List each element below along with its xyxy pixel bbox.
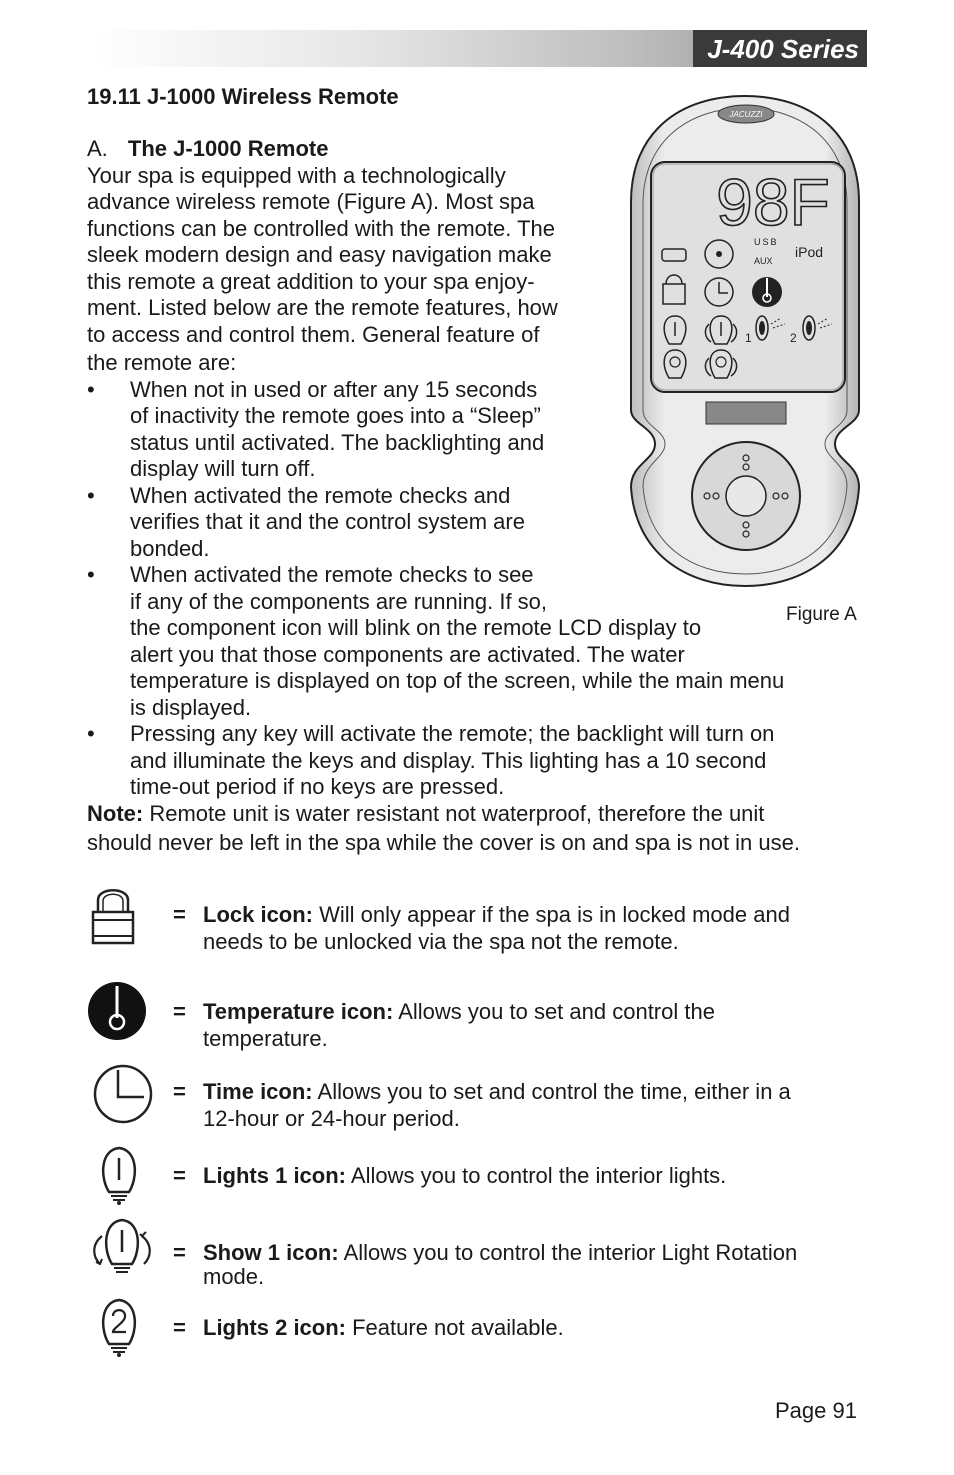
bullet-line: alert you that those components are activated. The water (130, 642, 685, 667)
bullet-line: time-out period if no keys are pressed. (130, 774, 505, 799)
menu-button[interactable] (706, 402, 786, 424)
legend-lock (173, 901, 863, 955)
temperature-icon (86, 980, 148, 1042)
equals-sign: = (173, 1240, 186, 1265)
intro-line: this remote a great addition to your spa enjoy- (87, 269, 535, 294)
legend-name: Temperature icon: (203, 999, 394, 1024)
bullet-line: if any of the components are running. If so, (130, 589, 548, 614)
subsection-letter: A. (87, 136, 108, 161)
usb-label: USB (754, 237, 779, 247)
intro-line: advance wireless remote (Figure A). Most spa (87, 189, 535, 214)
legend-lights-1 (173, 1162, 863, 1189)
legend-lights-2 (173, 1314, 863, 1341)
bullet-line: bonded. (130, 536, 210, 561)
ipod-label: iPod (795, 244, 824, 260)
bullet-symbol: • (87, 721, 95, 746)
bullet-line: verifies that it and the control system are (130, 509, 525, 534)
lightbulb-2-icon (98, 1296, 140, 1358)
bullet-line: temperature is displayed on top of the screen, while the main menu (130, 668, 785, 693)
lightbulb-1-icon (98, 1144, 140, 1206)
subsection-title: The J-1000 Remote (127, 136, 329, 161)
zone-1-label: 1 (745, 331, 752, 345)
intro-line: Your spa is equipped with a technologically (87, 163, 506, 188)
bullet-line: Pressing any key will activate the remote; the backlight will turn on (130, 721, 775, 746)
equals-sign: = (173, 1163, 186, 1188)
bullet-line: the component icon will blink on the remote LCD display to (130, 615, 702, 640)
series-title: J-400 Series (693, 30, 867, 67)
intro-line: sleek modern design and easy navigation make (87, 242, 552, 267)
figure-caption: Figure A (786, 604, 857, 625)
legend-name: Show 1 icon: (203, 1240, 339, 1265)
clock-icon (92, 1063, 154, 1125)
legend-desc: Allows you to set and control the time, either in a (312, 1079, 791, 1104)
legend-name: Time icon: (203, 1079, 313, 1104)
legend-time (173, 1078, 863, 1132)
legend-desc: Allows you to set and control the (393, 999, 715, 1024)
logo-text: JACUZZI (729, 110, 763, 119)
legend-temperature (173, 998, 863, 1052)
legend-desc: Will only appear if the spa is in locked mode and (313, 902, 790, 927)
intro-line: ment. Listed below are the remote features, how (87, 295, 558, 320)
temperature-icon-small (752, 277, 782, 307)
bullet-line: When activated the remote checks and (130, 483, 511, 508)
aux-label: AUX (754, 256, 773, 266)
note-text-2: should never be left in the spa while the cover is on and spa is not in use. (87, 830, 800, 855)
equals-sign: = (173, 1315, 186, 1340)
legend-name: Lights 1 icon: (203, 1163, 346, 1188)
bullet-line: of inactivity the remote goes into a “Sleep” (130, 403, 541, 428)
bullet-line: display will turn off. (130, 456, 316, 481)
bullet-line: When not in used or after any 15 seconds (130, 377, 538, 402)
remote-figure (625, 92, 865, 592)
legend-desc: Allows you to control the interior lights. (346, 1163, 727, 1188)
page-number: Page 91 (775, 1398, 857, 1423)
bullet-symbol: • (87, 483, 95, 508)
legend-name: Lights 2 icon: (203, 1315, 346, 1340)
legend-desc-2: needs to be unlocked via the spa not the remote. (203, 929, 679, 954)
lock-icon (90, 884, 136, 946)
subsection-heading (87, 136, 328, 163)
legend-desc: Feature not available. (346, 1315, 564, 1340)
bullet-symbol: • (87, 377, 95, 402)
equals-sign: = (173, 1079, 186, 1104)
show-1-icon (88, 1214, 156, 1278)
note-line-1 (87, 801, 764, 828)
bullet-symbol: • (87, 562, 95, 587)
nav-center-button[interactable] (726, 476, 766, 516)
legend-desc-2: 12-hour or 24-hour period. (203, 1106, 460, 1131)
zone-2-label: 2 (790, 331, 797, 345)
legend-desc-2: temperature. (203, 1026, 328, 1051)
section-title: 19.11 J-1000 Wireless Remote (87, 84, 399, 109)
legend-desc: Allows you to control the interior Light Rotation (338, 1240, 798, 1265)
equals-sign: = (173, 902, 186, 927)
header-bar (92, 30, 867, 67)
bullet-line: When activated the remote checks to see (130, 562, 534, 587)
note-label: Note: (87, 801, 144, 826)
intro-line: the remote are: (87, 350, 237, 375)
bullet-line: status until activated. The backlighting and (130, 430, 545, 455)
bullet-line: is displayed. (130, 695, 252, 720)
legend-show-1 (173, 1239, 863, 1290)
legend-desc-2: mode. (203, 1264, 265, 1289)
intro-line: to access and control them. General feature of (87, 322, 540, 347)
equals-sign: = (173, 999, 186, 1024)
note-text-1: Remote unit is water resistant not waterproof, therefore the unit (143, 801, 765, 826)
display-temperature: 98F (716, 165, 830, 239)
legend-name: Lock icon: (203, 902, 314, 927)
bullet-line: and illuminate the keys and display. This lighting has a 10 second (130, 748, 767, 773)
intro-line: functions can be controlled with the remote. The (87, 216, 555, 241)
